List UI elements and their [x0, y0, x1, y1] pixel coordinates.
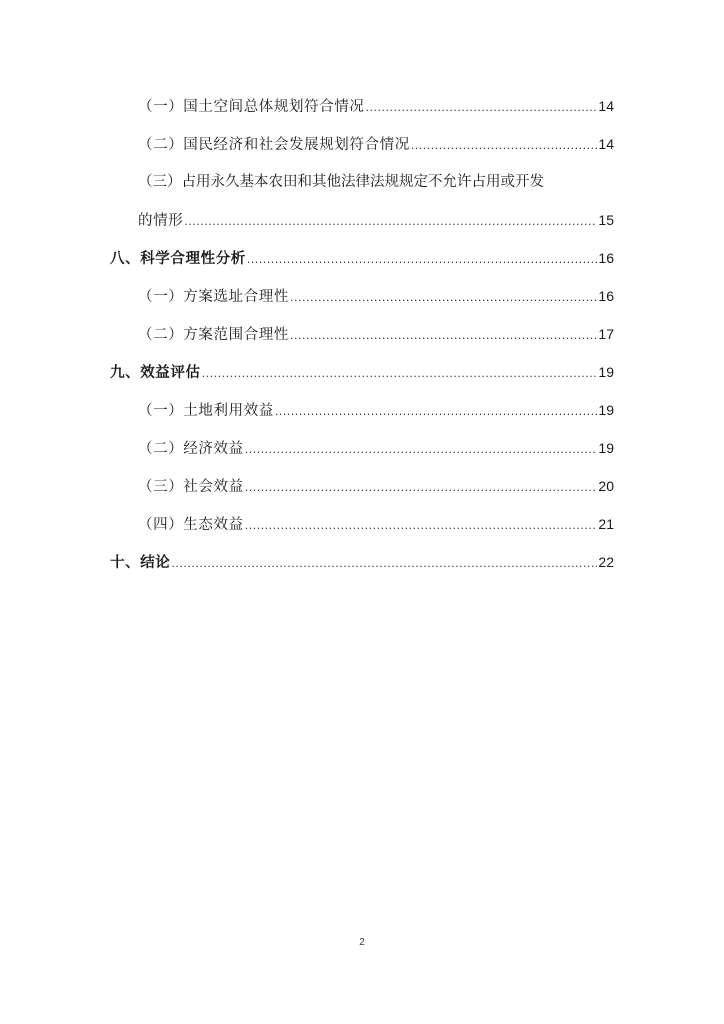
toc-chapter-title: 十、结论 — [110, 555, 171, 571]
toc-entry[interactable] — [138, 324, 614, 346]
toc-leader-dots — [275, 402, 598, 422]
toc-leader-dots — [202, 364, 598, 384]
toc-entry[interactable] — [138, 476, 614, 498]
toc-entry-title: （四）生态效益 — [138, 517, 244, 533]
toc-chapter-title: 八、科学合理性分析 — [110, 251, 246, 267]
toc-chapter[interactable] — [110, 248, 614, 270]
page-number: 2 — [359, 937, 365, 948]
toc-entry[interactable] — [138, 400, 614, 422]
toc-entry-page: 16 — [598, 250, 614, 266]
toc-chapter[interactable] — [110, 552, 614, 574]
toc-entry-page: 15 — [598, 212, 614, 228]
toc-entry-page: 19 — [598, 402, 614, 418]
toc-entry-title: （二）方案范围合理性 — [138, 327, 289, 343]
toc-entry[interactable] — [138, 286, 614, 308]
toc-leader-dots — [184, 212, 597, 232]
toc-entry[interactable] — [138, 96, 614, 118]
toc-entry-title: （二）经济效益 — [138, 441, 244, 457]
toc-leader-dots — [245, 478, 598, 498]
toc-leader-dots — [366, 98, 598, 118]
toc-entry-title: （一）土地利用效益 — [138, 403, 274, 419]
toc-leader-dots — [411, 136, 598, 156]
toc-leader-dots — [245, 516, 598, 536]
toc-chapter-title: 九、效益评估 — [110, 365, 201, 381]
toc-entry-title-line1: （三）占用永久基本农田和其他法律法规规定不允许占用或开发 — [138, 174, 544, 190]
toc-entry-title: （一）方案选址合理性 — [138, 289, 289, 305]
toc-entry-page: 17 — [598, 326, 614, 342]
toc-entry-page: 21 — [598, 516, 614, 532]
toc-chapter[interactable] — [110, 362, 614, 384]
toc-entry-title: （三）社会效益 — [138, 479, 244, 495]
toc-leader-dots — [171, 554, 597, 574]
toc-entry[interactable] — [138, 514, 614, 536]
toc-entry-title: （二）国民经济和社会发展规划符合情况 — [138, 137, 410, 153]
toc-entry-page: 16 — [598, 288, 614, 304]
toc-entry[interactable] — [138, 134, 614, 156]
toc-entry-title-line2: 的情形 — [138, 213, 184, 229]
toc-entry[interactable] — [138, 210, 614, 232]
toc-leader-dots — [245, 440, 598, 460]
toc-entry[interactable] — [138, 438, 614, 460]
toc-entry-page: 14 — [598, 98, 614, 114]
toc-leader-dots — [247, 250, 598, 270]
toc-leader-dots — [290, 288, 597, 308]
toc-entry-page: 19 — [598, 364, 614, 380]
toc-entry-page: 20 — [598, 478, 614, 494]
toc-entry-title: （一）国土空间总体规划符合情况 — [138, 99, 365, 115]
toc-entry-page: 19 — [598, 440, 614, 456]
toc-leader-dots — [290, 326, 597, 346]
toc-entry-wrapped-line[interactable] — [138, 172, 614, 192]
toc-entry-page: 14 — [598, 136, 614, 152]
toc-entry-page: 22 — [598, 554, 614, 570]
